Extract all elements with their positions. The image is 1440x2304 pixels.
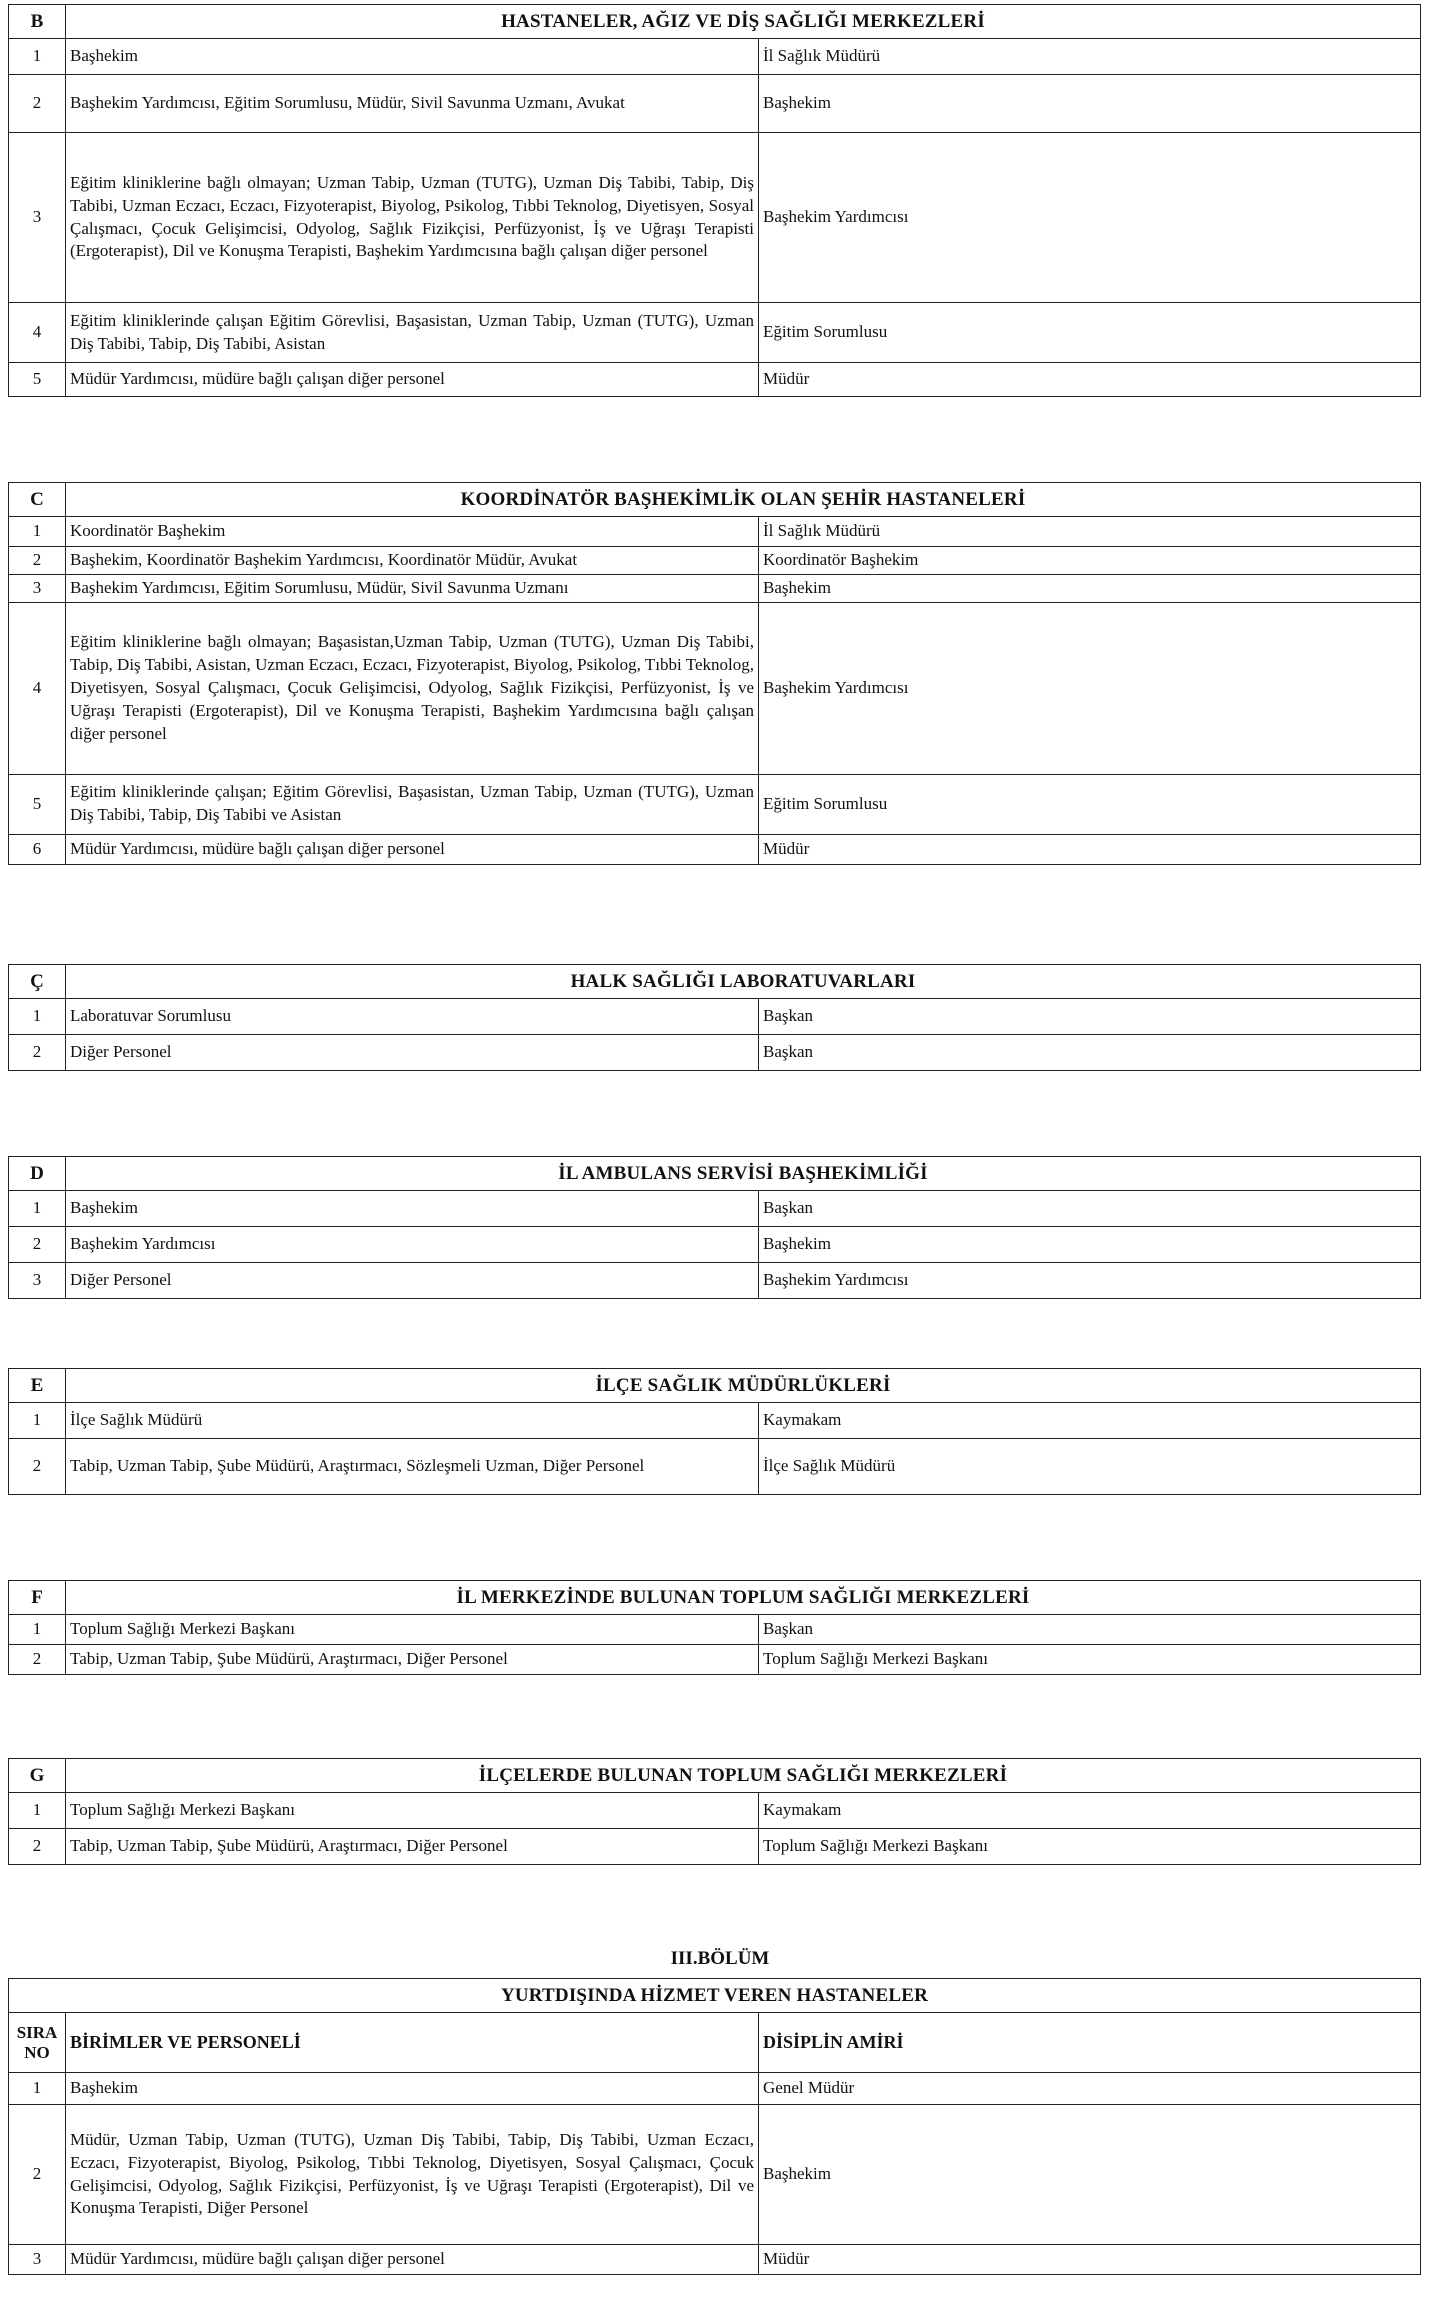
row-personnel: Başhekim, Koordinatör Başhekim Yardımcısı, Koordinatör Müdür, Avukat <box>66 547 759 575</box>
row-number: 2 <box>9 1829 66 1865</box>
row-number: 2 <box>9 1645 66 1675</box>
section-letter: C <box>9 483 66 517</box>
section-b-table <box>8 4 1421 397</box>
table-row <box>9 1645 1421 1675</box>
row-personnel: Diğer Personel <box>66 1263 759 1299</box>
row-number: 5 <box>9 363 66 397</box>
table-row <box>9 363 1421 397</box>
row-number: 1 <box>9 1615 66 1645</box>
section-title: HASTANELER, AĞIZ VE DİŞ SAĞLIĞI MERKEZLERİ <box>66 5 1421 39</box>
table-row <box>9 1439 1421 1495</box>
row-discipline-authority: Başkan <box>759 1035 1421 1071</box>
row-personnel: Müdür Yardımcısı, müdüre bağlı çalışan diğer personel <box>66 363 759 397</box>
row-discipline-authority: Müdür <box>759 363 1421 397</box>
row-discipline-authority: Genel Müdür <box>759 2073 1421 2105</box>
row-personnel: İlçe Sağlık Müdürü <box>66 1403 759 1439</box>
section-letter: B <box>9 5 66 39</box>
row-discipline-authority: Başkan <box>759 1191 1421 1227</box>
row-personnel: Başhekim <box>66 1191 759 1227</box>
row-discipline-authority: Başhekim <box>759 75 1421 133</box>
row-number: 2 <box>9 1439 66 1495</box>
table-row <box>9 999 1421 1035</box>
row-personnel: Eğitim kliniklerine bağlı olmayan; Başasistan,Uzman Tabip, Uzman (TUTG), Uzman Diş Tabibi, Tabip, Diş Tabibi, Asistan, Uzman Eczacı, Eczacı, Fizyoterapist, Biyolog, Psikolog, Tıbbi Teknolog, Diyetisyen, Sosyal Çalışmacı, Çocuk Gelişimcisi, Odyolog, Sağlık Fizikçisi, Perfüzyonist, İş ve Uğraşı Terapisti (Ergoterapist), Dil ve Konuşma Terapisti, Başhekim Yardımcısına bağlı çalışan diğer personel <box>66 602 759 774</box>
row-number: 3 <box>9 574 66 602</box>
table-row <box>9 2105 1421 2245</box>
row-discipline-authority: Başhekim Yardımcısı <box>759 1263 1421 1299</box>
row-personnel: Müdür Yardımcısı, müdüre bağlı çalışan diğer personel <box>66 834 759 864</box>
row-discipline-authority: Başhekim Yardımcısı <box>759 133 1421 303</box>
table-row <box>9 303 1421 363</box>
table-row <box>9 133 1421 303</box>
row-discipline-authority: İl Sağlık Müdürü <box>759 517 1421 547</box>
row-number: 4 <box>9 303 66 363</box>
row-personnel: Eğitim kliniklerinde çalışan Eğitim Görevlisi, Başasistan, Uzman Tabip, Uzman (TUTG), Uzman Diş Tabibi, Tabip, Diş Tabibi, Asistan <box>66 303 759 363</box>
table-row <box>9 574 1421 602</box>
table-row <box>9 834 1421 864</box>
row-discipline-authority: Eğitim Sorumlusu <box>759 774 1421 834</box>
row-discipline-authority: İl Sağlık Müdürü <box>759 39 1421 75</box>
table-row <box>9 2245 1421 2275</box>
row-discipline-authority: Müdür <box>759 2245 1421 2275</box>
row-number: 2 <box>9 2105 66 2245</box>
row-discipline-authority: Toplum Sağlığı Merkezi Başkanı <box>759 1829 1421 1865</box>
row-number: 2 <box>9 75 66 133</box>
row-number: 2 <box>9 1035 66 1071</box>
table-row <box>9 1615 1421 1645</box>
section-title: İLÇE SAĞLIK MÜDÜRLÜKLERİ <box>66 1369 1421 1403</box>
section-title: İLÇELERDE BULUNAN TOPLUM SAĞLIĞI MERKEZLERİ <box>66 1759 1421 1793</box>
section-letter: F <box>9 1581 66 1615</box>
table-row <box>9 75 1421 133</box>
table-row <box>9 39 1421 75</box>
row-number: 1 <box>9 1191 66 1227</box>
table-row <box>9 1403 1421 1439</box>
header-discipline-authority: DİSİPLİN AMİRİ <box>759 2013 1421 2073</box>
row-discipline-authority: Kaymakam <box>759 1793 1421 1829</box>
row-discipline-authority: Başhekim Yardımcısı <box>759 602 1421 774</box>
part3-table <box>8 1978 1421 2275</box>
row-number: 2 <box>9 547 66 575</box>
row-personnel: Müdür, Uzman Tabip, Uzman (TUTG), Uzman Diş Tabibi, Tabip, Diş Tabibi, Uzman Eczacı, Eczacı, Fizyoterapist, Biyolog, Psikolog, Tıbbi Teknolog, Diyetisyen, Sosyal Çalışmacı, Çocuk Gelişimcisi, Odyolog, Sağlık Fizikçisi, Perfüzyonist, İş ve Uğraşı Terapisti (Ergoterapist), Dil ve Konuşma Terapisti, Diğer Personel <box>66 2105 759 2245</box>
row-discipline-authority: Başhekim <box>759 1227 1421 1263</box>
section-d-table <box>8 1156 1421 1299</box>
row-personnel: Başhekim Yardımcısı, Eğitim Sorumlusu, Müdür, Sivil Savunma Uzmanı, Avukat <box>66 75 759 133</box>
row-personnel: Başhekim <box>66 39 759 75</box>
table-header <box>9 2013 1421 2073</box>
section-title: HALK SAĞLIĞI LABORATUVARLARI <box>66 965 1421 999</box>
section-letter: Ç <box>9 965 66 999</box>
section-e-table <box>8 1368 1421 1495</box>
section-letter: D <box>9 1157 66 1191</box>
part-title: III.BÖLÜM <box>670 1948 770 1969</box>
row-personnel: Başhekim Yardımcısı, Eğitim Sorumlusu, Müdür, Sivil Savunma Uzmanı <box>66 574 759 602</box>
row-number: 1 <box>9 999 66 1035</box>
section-c-table <box>8 482 1421 865</box>
section-f-table <box>8 1580 1421 1675</box>
row-personnel: Diğer Personel <box>66 1035 759 1071</box>
row-personnel: Laboratuvar Sorumlusu <box>66 999 759 1035</box>
row-number: 2 <box>9 1227 66 1263</box>
row-number: 6 <box>9 834 66 864</box>
row-discipline-authority: Başhekim <box>759 2105 1421 2245</box>
table-row <box>9 1829 1421 1865</box>
table-row <box>9 774 1421 834</box>
row-personnel: Koordinatör Başhekim <box>66 517 759 547</box>
table-row <box>9 517 1421 547</box>
table-row <box>9 1263 1421 1299</box>
section-c-cedilla-table <box>8 964 1421 1071</box>
row-personnel: Başhekim Yardımcısı <box>66 1227 759 1263</box>
header-sira-no: SIRA NO <box>9 2013 66 2073</box>
table-row <box>9 1793 1421 1829</box>
section-g-table <box>8 1758 1421 1865</box>
row-personnel: Tabip, Uzman Tabip, Şube Müdürü, Araştırmacı, Diğer Personel <box>66 1829 759 1865</box>
row-discipline-authority: Eğitim Sorumlusu <box>759 303 1421 363</box>
row-number: 1 <box>9 2073 66 2105</box>
row-discipline-authority: Başkan <box>759 1615 1421 1645</box>
table-row <box>9 1191 1421 1227</box>
table-row <box>9 2073 1421 2105</box>
row-discipline-authority: Koordinatör Başhekim <box>759 547 1421 575</box>
section-title: İL MERKEZİNDE BULUNAN TOPLUM SAĞLIĞI MERKEZLERİ <box>66 1581 1421 1615</box>
row-number: 1 <box>9 1793 66 1829</box>
row-discipline-authority: Kaymakam <box>759 1403 1421 1439</box>
row-personnel: Toplum Sağlığı Merkezi Başkanı <box>66 1793 759 1829</box>
row-number: 3 <box>9 2245 66 2275</box>
row-discipline-authority: Toplum Sağlığı Merkezi Başkanı <box>759 1645 1421 1675</box>
section-title: YURTDIŞINDA HİZMET VEREN HASTANELER <box>9 1979 1421 2013</box>
header-units-personnel: BİRİMLER VE PERSONELİ <box>66 2013 759 2073</box>
row-discipline-authority: Müdür <box>759 834 1421 864</box>
row-personnel: Tabip, Uzman Tabip, Şube Müdürü, Araştırmacı, Sözleşmeli Uzman, Diğer Personel <box>66 1439 759 1495</box>
row-number: 1 <box>9 517 66 547</box>
row-number: 4 <box>9 602 66 774</box>
row-personnel: Toplum Sağlığı Merkezi Başkanı <box>66 1615 759 1645</box>
row-number: 1 <box>9 1403 66 1439</box>
section-letter: E <box>9 1369 66 1403</box>
section-title: İL AMBULANS SERVİSİ BAŞHEKİMLİĞİ <box>66 1157 1421 1191</box>
row-number: 3 <box>9 133 66 303</box>
table-row <box>9 547 1421 575</box>
row-personnel: Başhekim <box>66 2073 759 2105</box>
row-personnel: Tabip, Uzman Tabip, Şube Müdürü, Araştırmacı, Diğer Personel <box>66 1645 759 1675</box>
table-row <box>9 1035 1421 1071</box>
row-discipline-authority: Başhekim <box>759 574 1421 602</box>
row-personnel: Eğitim kliniklerinde çalışan; Eğitim Görevlisi, Başasistan, Uzman Tabip, Uzman (TUTG), Uzman Diş Tabibi, Tabip, Diş Tabibi ve Asistan <box>66 774 759 834</box>
row-number: 5 <box>9 774 66 834</box>
section-title: KOORDİNATÖR BAŞHEKİMLİK OLAN ŞEHİR HASTANELERİ <box>66 483 1421 517</box>
row-number: 1 <box>9 39 66 75</box>
row-personnel: Müdür Yardımcısı, müdüre bağlı çalışan diğer personel <box>66 2245 759 2275</box>
row-number: 3 <box>9 1263 66 1299</box>
row-discipline-authority: İlçe Sağlık Müdürü <box>759 1439 1421 1495</box>
row-discipline-authority: Başkan <box>759 999 1421 1035</box>
section-letter: G <box>9 1759 66 1793</box>
row-personnel: Eğitim kliniklerine bağlı olmayan; Uzman Tabip, Uzman (TUTG), Uzman Diş Tabibi, Tabip, Diş Tabibi, Uzman Eczacı, Eczacı, Fizyoterapist, Biyolog, Psikolog, Tıbbi Teknolog, Diyetisyen, Sosyal Çalışmacı, Çocuk Gelişimcisi, Odyolog, Sağlık Fizikçisi, Perfüzyonist, İş ve Uğraşı Terapisti (Ergoterapist), Dil ve Konuşma Terapisti, Başhekim Yardımcısına bağlı çalışan diğer personel <box>66 133 759 303</box>
table-row <box>9 1227 1421 1263</box>
table-row <box>9 602 1421 774</box>
